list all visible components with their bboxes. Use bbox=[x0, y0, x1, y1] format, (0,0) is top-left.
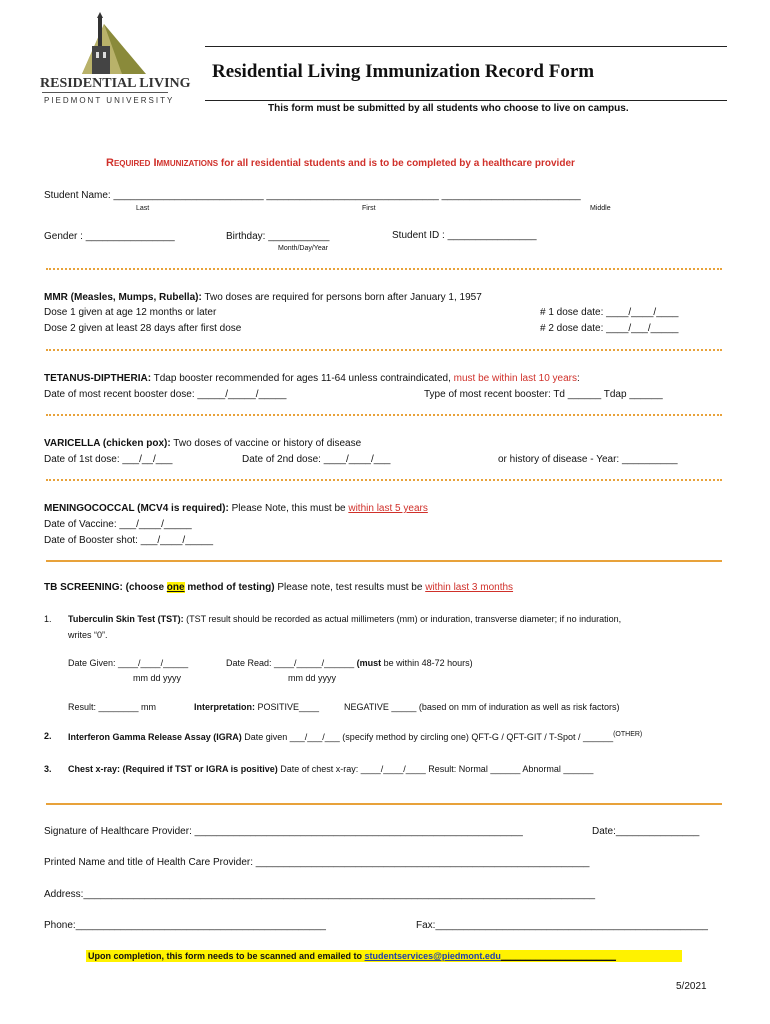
mening-title: MENINGOCOCCAL (MCV4 is required): bbox=[44, 503, 229, 514]
gender-field[interactable]: Gender : ________________ bbox=[44, 231, 175, 242]
varicella-title-rest: Two doses of vaccine or history of disease bbox=[170, 438, 362, 449]
required-text: for all residential students and is to be completed by a healthcare provider bbox=[218, 158, 575, 169]
mening-red: within last 5 years bbox=[348, 503, 428, 514]
xray-row[interactable] bbox=[68, 764, 593, 774]
last-label: Last bbox=[136, 205, 150, 212]
mmr-dose1-field[interactable]: # 1 dose date: ____/____/____ bbox=[540, 307, 679, 318]
varicella-title: VARICELLA (chicken pox): bbox=[44, 438, 171, 449]
tb-title-a: TB SCREENING: (choose bbox=[44, 582, 167, 593]
tb-num-2: 2. bbox=[44, 731, 52, 741]
footer-banner bbox=[86, 950, 682, 962]
tetanus-title-row bbox=[44, 373, 580, 384]
logo-line1: RESIDENTIAL LIVING bbox=[40, 76, 191, 91]
xray-text[interactable]: Date of chest x-ray: ____/____/____ Result: Normal ______ Abnormal ______ bbox=[277, 764, 594, 774]
tst-must: (must bbox=[356, 658, 382, 668]
tst-text2: writes “0”. bbox=[68, 630, 108, 640]
provider-date-field[interactable]: Date:_______________ bbox=[592, 826, 700, 837]
mening-booster-field[interactable]: Date of Booster shot: ___/____/_____ bbox=[44, 535, 214, 546]
tst-title: Tuberculin Skin Test (TST): bbox=[68, 614, 184, 624]
mening-vaccine-field[interactable]: Date of Vaccine: ___/____/_____ bbox=[44, 519, 192, 530]
tetanus-red: must be within last 10 years bbox=[453, 373, 578, 384]
tst-date-given-field[interactable]: Date Given: ____/____/_____ bbox=[68, 658, 189, 668]
provider-signature-field[interactable]: Signature of Healthcare Provider: ___________________________________________________________ bbox=[44, 826, 523, 837]
divider bbox=[46, 803, 722, 805]
tst-date-given-hint: mm dd yyyy bbox=[133, 673, 182, 683]
igra-other: (OTHER) bbox=[613, 731, 643, 738]
tst-interp-label: Interpretation: bbox=[194, 702, 256, 712]
tb-title-b: method of testing) bbox=[184, 582, 275, 593]
required-heading: Required Immunizations bbox=[106, 157, 219, 169]
provider-phone-field[interactable]: Phone:_____________________________________________ bbox=[44, 920, 326, 931]
tb-num-1: 1. bbox=[44, 614, 52, 624]
footer-trail: _______________________ bbox=[500, 951, 616, 961]
tb-num-3: 3. bbox=[44, 764, 52, 774]
birthday-field[interactable]: Birthday: ___________ bbox=[226, 231, 330, 242]
residential-living-logo bbox=[26, 12, 191, 112]
tst-positive-field[interactable]: POSITIVE____ bbox=[255, 702, 320, 712]
varicella-date1-field[interactable]: Date of 1st dose: ___/__/___ bbox=[44, 454, 173, 465]
student-id-field[interactable]: Student ID : ________________ bbox=[392, 230, 537, 241]
tst-date-read-hint: mm dd yyyy bbox=[288, 673, 337, 683]
tb-red: within last 3 months bbox=[425, 582, 514, 593]
varicella-history-field[interactable]: or history of disease - Year: __________ bbox=[498, 454, 678, 465]
divider bbox=[46, 268, 722, 270]
xray-title: Chest x-ray: (Required if TST or IGRA is positive) bbox=[68, 764, 278, 774]
mmr-line1: Dose 1 given at age 12 months or later bbox=[44, 307, 217, 318]
tst-row bbox=[68, 614, 621, 624]
form-version: 5/2021 bbox=[676, 981, 707, 992]
mmr-title: MMR (Measles, Mumps, Rubella): bbox=[44, 292, 202, 303]
igra-text[interactable]: Date given ___/___/___ (specify method by circling one) QFT-G / QFT-GIT / T-Spot / ______ bbox=[241, 732, 614, 742]
tetanus-type-field[interactable]: Type of most recent booster: Td ______ Tdap ______ bbox=[424, 389, 663, 400]
provider-address-field[interactable]: Address:____________________________________________________________________________________________ bbox=[44, 889, 596, 900]
mmr-line2: Dose 2 given at least 28 days after first dose bbox=[44, 323, 242, 334]
tst-negative-field[interactable]: NEGATIVE _____ (based on mm of induration as well as risk factors) bbox=[344, 702, 620, 712]
mening-title-row bbox=[44, 503, 428, 514]
logo-line2: PIEDMONT UNIVERSITY bbox=[44, 96, 175, 105]
tb-title-one: one bbox=[166, 582, 185, 593]
tetanus-title: TETANUS-DIPTHERIA: bbox=[44, 373, 152, 384]
page-title: Residential Living Immunization Record Form bbox=[212, 61, 595, 82]
tst-date-read-field[interactable]: Date Read: ____/_____/______ bbox=[226, 658, 355, 668]
divider bbox=[46, 479, 722, 481]
student-name-field[interactable]: Student Name: ___________________________ _______________________________ _________________________ bbox=[44, 190, 581, 201]
mmr-title-rest: Two doses are required for persons born after January 1, 1957 bbox=[201, 292, 482, 303]
tst-result-field[interactable]: Result: ________ mm bbox=[68, 702, 157, 712]
tb-title-rest: Please note, test results must be bbox=[274, 582, 426, 593]
tst-interp-row[interactable] bbox=[194, 702, 319, 712]
tetanus-title-rest: Tdap booster recommended for ages 11-64 unless contraindicated, bbox=[151, 373, 454, 384]
divider bbox=[46, 349, 722, 351]
varicella-date2-field[interactable]: Date of 2nd dose: ____/____/___ bbox=[242, 454, 391, 465]
provider-printed-name-field[interactable]: Printed Name and title of Health Care Provider: ____________________________________________________________ bbox=[44, 857, 590, 868]
divider bbox=[46, 560, 722, 562]
footer-email-link[interactable]: studentservices@piedmont.edu bbox=[364, 951, 501, 961]
tetanus-red-end: : bbox=[577, 373, 580, 384]
provider-fax-field[interactable]: Fax:_________________________________________________ bbox=[416, 920, 708, 931]
birthday-hint: Month/Day/Year bbox=[278, 245, 328, 252]
page-subtitle: This form must be submitted by all students who choose to live on campus. bbox=[268, 103, 629, 114]
mmr-dose2-field[interactable]: # 2 dose date: ____/___/_____ bbox=[540, 323, 679, 334]
tst-text: (TST result should be recorded as actual millimeters (mm) or induration, transverse diameter; if no induration, bbox=[183, 614, 622, 624]
tb-title-row bbox=[44, 582, 513, 593]
middle-label: Middle bbox=[590, 205, 611, 212]
tetanus-date-field[interactable]: Date of most recent booster dose: _____/_____/_____ bbox=[44, 389, 287, 400]
footer-text: Upon completion, this form needs to be scanned and emailed to bbox=[88, 951, 365, 961]
mening-title-rest: Please Note, this must be bbox=[228, 503, 349, 514]
igra-row[interactable] bbox=[68, 731, 642, 742]
mmr-title-row bbox=[44, 292, 482, 303]
first-label: First bbox=[362, 205, 376, 212]
igra-title: Interferon Gamma Release Assay (IGRA) bbox=[68, 732, 242, 742]
varicella-title-row bbox=[44, 438, 361, 449]
tst-date-read-row[interactable] bbox=[226, 658, 473, 668]
tst-must-rest: be within 48-72 hours) bbox=[381, 658, 473, 668]
divider bbox=[46, 414, 722, 416]
required-heading-row bbox=[106, 157, 575, 169]
